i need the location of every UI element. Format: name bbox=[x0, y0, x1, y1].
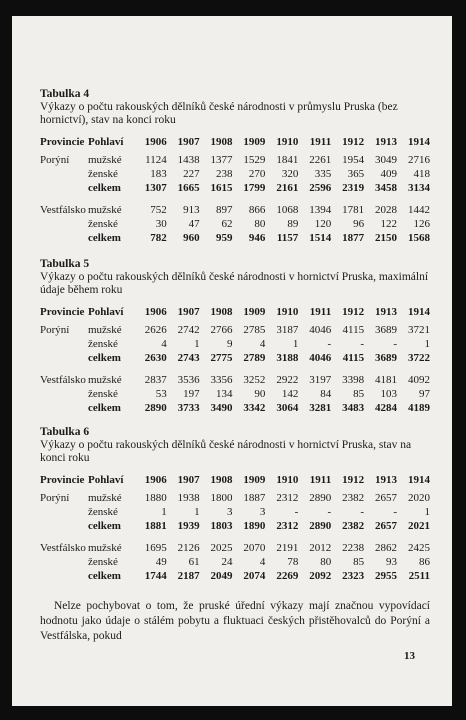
value-cell: 3536 bbox=[177, 374, 200, 386]
value-cell: 418 bbox=[413, 168, 430, 180]
value-cell: 2070 bbox=[243, 542, 266, 554]
table-row bbox=[40, 337, 430, 351]
column-header: 1913 bbox=[374, 136, 397, 148]
column-header: 1906 bbox=[144, 136, 167, 148]
sex-cell: celkem bbox=[87, 352, 121, 364]
table-row bbox=[40, 153, 430, 167]
value-cell: 4115 bbox=[342, 352, 365, 364]
column-header: 1908 bbox=[210, 136, 233, 148]
value-cell: 62 bbox=[221, 218, 233, 230]
column-header: 1906 bbox=[144, 306, 167, 318]
value-cell: 3049 bbox=[374, 154, 397, 166]
province-cell bbox=[40, 337, 88, 351]
column-header: 1910 bbox=[276, 474, 299, 486]
value-cell: 1841 bbox=[276, 154, 299, 166]
table-row bbox=[40, 203, 430, 217]
value-cell: 2312 bbox=[276, 520, 299, 532]
province-cell: Porýní bbox=[40, 324, 70, 336]
value-cell: 4115 bbox=[342, 324, 365, 336]
province-cell bbox=[40, 351, 88, 365]
value-cell: 1438 bbox=[177, 154, 200, 166]
value-cell: 1307 bbox=[144, 182, 167, 194]
value-cell: 4181 bbox=[374, 374, 397, 386]
value-cell: 122 bbox=[380, 218, 397, 230]
value-cell: 2862 bbox=[374, 542, 397, 554]
value-cell: - bbox=[360, 338, 365, 350]
value-cell: 1 bbox=[194, 338, 200, 350]
table-row bbox=[40, 323, 430, 337]
value-cell: 320 bbox=[281, 168, 299, 180]
sex-cell: mužské bbox=[87, 542, 122, 554]
table-4-section bbox=[40, 88, 430, 245]
value-cell: 2716 bbox=[408, 154, 430, 166]
value-cell: 1665 bbox=[177, 182, 200, 194]
value-cell: 2630 bbox=[144, 352, 167, 364]
value-cell: 1939 bbox=[177, 520, 200, 532]
value-cell: 2785 bbox=[243, 324, 266, 336]
column-header: Provincie bbox=[40, 136, 85, 148]
data-table bbox=[40, 135, 430, 245]
value-cell: - bbox=[327, 506, 332, 518]
table-row bbox=[40, 217, 430, 231]
value-cell: 1 bbox=[194, 506, 200, 518]
value-cell: - bbox=[393, 338, 397, 350]
table-title: Tabulka 5 bbox=[40, 258, 90, 270]
group-spacer bbox=[40, 365, 430, 373]
table-row bbox=[40, 351, 430, 365]
value-cell: 197 bbox=[183, 388, 200, 400]
header-row bbox=[40, 305, 430, 323]
column-header: 1911 bbox=[309, 136, 332, 148]
table-title: Tabulka 4 bbox=[40, 88, 90, 100]
value-cell: 2922 bbox=[276, 374, 299, 386]
value-cell: 1887 bbox=[243, 492, 266, 504]
value-cell: 4189 bbox=[408, 402, 430, 414]
value-cell: 1695 bbox=[144, 542, 167, 554]
header-row bbox=[40, 473, 430, 491]
value-cell: 4 bbox=[259, 338, 266, 350]
sex-cell: celkem bbox=[87, 232, 121, 244]
province-cell bbox=[40, 181, 88, 195]
sex-cell: mužské bbox=[87, 324, 122, 336]
value-cell: 4046 bbox=[309, 324, 332, 336]
province-cell bbox=[40, 401, 88, 415]
value-cell: 1157 bbox=[276, 232, 299, 244]
table-title: Tabulka 6 bbox=[40, 426, 90, 438]
value-cell: 2028 bbox=[374, 204, 397, 216]
value-cell: 2319 bbox=[342, 182, 365, 194]
value-cell: - bbox=[393, 506, 397, 518]
value-cell: 2382 bbox=[342, 492, 365, 504]
value-cell: 2657 bbox=[374, 492, 397, 504]
value-cell: 1568 bbox=[408, 232, 430, 244]
sex-cell: ženské bbox=[87, 168, 118, 180]
value-cell: 126 bbox=[413, 218, 430, 230]
province-cell bbox=[40, 217, 88, 231]
value-cell: 120 bbox=[314, 218, 332, 230]
header-row bbox=[40, 135, 430, 153]
table-row bbox=[40, 519, 430, 533]
value-cell: 2161 bbox=[276, 182, 299, 194]
column-header: 1914 bbox=[408, 136, 430, 148]
table-row bbox=[40, 541, 430, 555]
value-cell: 1529 bbox=[243, 154, 266, 166]
value-cell: 2074 bbox=[243, 570, 266, 582]
column-header: 1914 bbox=[408, 474, 430, 486]
sex-cell: mužské bbox=[87, 374, 122, 386]
value-cell: 4 bbox=[259, 556, 266, 568]
column-header: 1913 bbox=[374, 306, 397, 318]
value-cell: 1954 bbox=[342, 154, 365, 166]
value-cell: 782 bbox=[150, 232, 167, 244]
column-header: 1914 bbox=[408, 306, 430, 318]
table-row bbox=[40, 491, 430, 505]
table-row bbox=[40, 401, 430, 415]
value-cell: 2238 bbox=[342, 542, 365, 554]
column-header: 1910 bbox=[276, 136, 299, 148]
value-cell: 3733 bbox=[177, 402, 200, 414]
value-cell: 2049 bbox=[210, 570, 233, 582]
value-cell: 3483 bbox=[342, 402, 365, 414]
value-cell: 2126 bbox=[177, 542, 200, 554]
group-spacer bbox=[40, 195, 430, 203]
value-cell: 2775 bbox=[210, 352, 233, 364]
value-cell: 1890 bbox=[243, 520, 266, 532]
table-row bbox=[40, 231, 430, 245]
province-cell bbox=[40, 505, 88, 519]
column-header: Pohlaví bbox=[87, 136, 124, 148]
value-cell: 2766 bbox=[210, 324, 233, 336]
province-cell: Porýní bbox=[40, 492, 70, 504]
value-cell: 2269 bbox=[276, 570, 299, 582]
value-cell: 93 bbox=[385, 556, 397, 568]
value-cell: 3197 bbox=[309, 374, 332, 386]
column-header: 1910 bbox=[276, 306, 299, 318]
column-header: 1911 bbox=[309, 306, 332, 318]
sex-cell: celkem bbox=[87, 182, 121, 194]
value-cell: 84 bbox=[320, 388, 332, 400]
value-cell: 1803 bbox=[210, 520, 233, 532]
column-header: Pohlaví bbox=[87, 306, 124, 318]
value-cell: 2150 bbox=[374, 232, 397, 244]
value-cell: 2187 bbox=[177, 570, 200, 582]
value-cell: 3356 bbox=[210, 374, 233, 386]
value-cell: 4092 bbox=[408, 374, 430, 386]
column-header: Provincie bbox=[40, 474, 85, 486]
column-header: 1909 bbox=[243, 136, 266, 148]
value-cell: 2012 bbox=[309, 542, 332, 554]
value-cell: 1377 bbox=[210, 154, 233, 166]
value-cell: 2382 bbox=[342, 520, 365, 532]
value-cell: 1615 bbox=[210, 182, 233, 194]
table-5-section bbox=[40, 258, 430, 415]
value-cell: 335 bbox=[314, 168, 332, 180]
value-cell: 1938 bbox=[177, 492, 200, 504]
value-cell: 913 bbox=[183, 204, 200, 216]
value-cell: 1068 bbox=[276, 204, 299, 216]
province-cell bbox=[40, 387, 88, 401]
column-header: Provincie bbox=[40, 306, 85, 318]
document-page bbox=[12, 16, 452, 706]
table-row bbox=[40, 569, 430, 583]
table-caption: Výkazy o počtu rakouských dělníků české národnosti v průmyslu Pruska (bez hornictví), stav na konci roku bbox=[40, 101, 398, 126]
table-row bbox=[40, 181, 430, 195]
value-cell: 2657 bbox=[374, 520, 397, 532]
value-cell: 2092 bbox=[309, 570, 332, 582]
value-cell: 1799 bbox=[243, 182, 266, 194]
value-cell: 2890 bbox=[309, 520, 332, 532]
value-cell: 103 bbox=[380, 388, 397, 400]
sex-cell: mužské bbox=[87, 154, 122, 166]
value-cell: 142 bbox=[281, 388, 299, 400]
value-cell: 3 bbox=[227, 506, 233, 518]
value-cell: 3064 bbox=[276, 402, 299, 414]
value-cell: 97 bbox=[419, 388, 430, 400]
value-cell: 3134 bbox=[408, 182, 430, 194]
value-cell: 3721 bbox=[408, 324, 430, 336]
table-caption: Výkazy o počtu rakouských dělníků české národnosti v hornictví Pruska, maximální údaje během roku bbox=[40, 271, 429, 296]
province-cell bbox=[40, 555, 88, 569]
value-cell: 2955 bbox=[374, 570, 397, 582]
value-cell: 2890 bbox=[144, 402, 167, 414]
value-cell: 2511 bbox=[408, 570, 430, 582]
province-cell: Porýní bbox=[40, 154, 70, 166]
table-row bbox=[40, 167, 430, 181]
value-cell: 53 bbox=[155, 388, 167, 400]
value-cell: 3458 bbox=[374, 182, 397, 194]
value-cell: 960 bbox=[183, 232, 200, 244]
value-cell: 4284 bbox=[374, 402, 397, 414]
value-cell: 90 bbox=[254, 388, 266, 400]
table-6-section bbox=[40, 426, 430, 583]
column-header: 1908 bbox=[210, 474, 233, 486]
value-cell: 409 bbox=[380, 168, 397, 180]
value-cell: 1877 bbox=[342, 232, 365, 244]
sex-cell: ženské bbox=[87, 506, 118, 518]
value-cell: 78 bbox=[287, 556, 299, 568]
page-number: 13 bbox=[404, 650, 415, 662]
column-header: 1912 bbox=[342, 136, 365, 148]
column-header: 1911 bbox=[309, 474, 332, 486]
value-cell: 2789 bbox=[243, 352, 266, 364]
value-cell: 3281 bbox=[309, 402, 332, 414]
sex-cell: mužské bbox=[87, 492, 122, 504]
table-row bbox=[40, 387, 430, 401]
value-cell: 3490 bbox=[210, 402, 233, 414]
body-paragraph: Nelze pochybovat o tom, že pruské úřední výkazy mají značnou vypovídací hodnotu jako údaje o stálém pobytu a fluktuaci českých přistěhovalců do Porýní a Vestfálska, pokud bbox=[40, 600, 430, 642]
value-cell: 3722 bbox=[408, 352, 430, 364]
column-header: 1907 bbox=[177, 306, 200, 318]
value-cell: 134 bbox=[216, 388, 233, 400]
column-header: 1906 bbox=[144, 474, 167, 486]
value-cell: 24 bbox=[221, 556, 233, 568]
value-cell: 1 bbox=[424, 506, 430, 518]
value-cell: 3188 bbox=[276, 352, 299, 364]
value-cell: 2191 bbox=[276, 542, 299, 554]
value-cell: - bbox=[360, 506, 365, 518]
value-cell: 3689 bbox=[374, 352, 397, 364]
data-table bbox=[40, 305, 430, 415]
value-cell: 2596 bbox=[309, 182, 332, 194]
column-header: 1908 bbox=[210, 306, 233, 318]
sex-cell: mužské bbox=[87, 204, 122, 216]
value-cell: 1442 bbox=[408, 204, 430, 216]
value-cell: 3398 bbox=[342, 374, 365, 386]
value-cell: 2626 bbox=[144, 324, 167, 336]
value-cell: 2261 bbox=[309, 154, 332, 166]
column-header: 1912 bbox=[342, 474, 365, 486]
column-header: 1913 bbox=[374, 474, 397, 486]
value-cell: 1124 bbox=[145, 154, 167, 166]
value-cell: 1781 bbox=[342, 204, 365, 216]
value-cell: 2025 bbox=[210, 542, 233, 554]
province-cell: Vestfálsko bbox=[40, 374, 86, 386]
province-cell: Vestfálsko bbox=[40, 204, 86, 216]
province-cell bbox=[40, 231, 88, 245]
value-cell: 866 bbox=[248, 204, 266, 216]
table-caption: Výkazy o počtu rakouských dělníků české národnosti v hornictví Pruska, stav na konci roku bbox=[40, 439, 412, 464]
value-cell: 227 bbox=[183, 168, 200, 180]
value-cell: 2020 bbox=[408, 492, 430, 504]
value-cell: 3187 bbox=[276, 324, 299, 336]
sex-cell: ženské bbox=[87, 218, 118, 230]
province-cell bbox=[40, 569, 88, 583]
value-cell: 3252 bbox=[243, 374, 266, 386]
column-header: 1912 bbox=[342, 306, 365, 318]
column-header: Pohlaví bbox=[87, 474, 124, 486]
value-cell: 2021 bbox=[408, 520, 430, 532]
value-cell: 49 bbox=[155, 556, 167, 568]
value-cell: 86 bbox=[419, 556, 430, 568]
column-header: 1907 bbox=[177, 136, 200, 148]
province-cell bbox=[40, 519, 88, 533]
value-cell: 85 bbox=[353, 556, 365, 568]
column-header: 1907 bbox=[177, 474, 200, 486]
value-cell: 96 bbox=[353, 218, 365, 230]
table-row bbox=[40, 505, 430, 519]
value-cell: 3342 bbox=[243, 402, 266, 414]
value-cell: 752 bbox=[150, 204, 167, 216]
value-cell: 3 bbox=[259, 506, 266, 518]
value-cell: 897 bbox=[216, 204, 233, 216]
sex-cell: celkem bbox=[87, 520, 121, 532]
value-cell: 80 bbox=[320, 556, 332, 568]
value-cell: 238 bbox=[216, 168, 233, 180]
value-cell: 1 bbox=[292, 338, 299, 350]
value-cell: 61 bbox=[188, 556, 200, 568]
value-cell: 1514 bbox=[309, 232, 332, 244]
sex-cell: ženské bbox=[87, 388, 118, 400]
value-cell: 1394 bbox=[309, 204, 332, 216]
column-header: 1909 bbox=[243, 474, 266, 486]
value-cell: 959 bbox=[216, 232, 233, 244]
value-cell: 2743 bbox=[177, 352, 200, 364]
value-cell: 4 bbox=[161, 338, 167, 350]
sex-cell: celkem bbox=[87, 402, 121, 414]
value-cell: 2742 bbox=[177, 324, 200, 336]
value-cell: 85 bbox=[353, 388, 365, 400]
value-cell: 9 bbox=[227, 338, 233, 350]
group-spacer bbox=[40, 533, 430, 541]
sex-cell: celkem bbox=[87, 570, 121, 582]
value-cell: 30 bbox=[155, 218, 167, 230]
value-cell: 2837 bbox=[144, 374, 167, 386]
province-cell: Vestfálsko bbox=[40, 542, 86, 554]
value-cell: 2323 bbox=[342, 570, 365, 582]
value-cell: 3689 bbox=[374, 324, 397, 336]
data-table bbox=[40, 473, 430, 583]
sex-cell: ženské bbox=[87, 338, 118, 350]
column-header: 1909 bbox=[243, 306, 266, 318]
value-cell: 1744 bbox=[144, 570, 167, 582]
value-cell: 1800 bbox=[210, 492, 233, 504]
value-cell: 270 bbox=[248, 168, 266, 180]
value-cell: 365 bbox=[347, 168, 365, 180]
value-cell: 946 bbox=[248, 232, 266, 244]
value-cell: 1 bbox=[424, 338, 430, 350]
value-cell: 1881 bbox=[144, 520, 167, 532]
province-cell bbox=[40, 167, 88, 181]
value-cell: 183 bbox=[150, 168, 167, 180]
sex-cell: ženské bbox=[87, 556, 118, 568]
value-cell: 80 bbox=[254, 218, 266, 230]
value-cell: - bbox=[327, 338, 332, 350]
value-cell: 47 bbox=[188, 218, 200, 230]
value-cell: 89 bbox=[287, 218, 299, 230]
table-row bbox=[40, 373, 430, 387]
table-row bbox=[40, 555, 430, 569]
value-cell: 1880 bbox=[144, 492, 167, 504]
value-cell: - bbox=[294, 506, 299, 518]
value-cell: 1 bbox=[161, 506, 167, 518]
value-cell: 2312 bbox=[276, 492, 299, 504]
value-cell: 2890 bbox=[309, 492, 332, 504]
value-cell: 2425 bbox=[408, 542, 430, 554]
value-cell: 4046 bbox=[309, 352, 332, 364]
